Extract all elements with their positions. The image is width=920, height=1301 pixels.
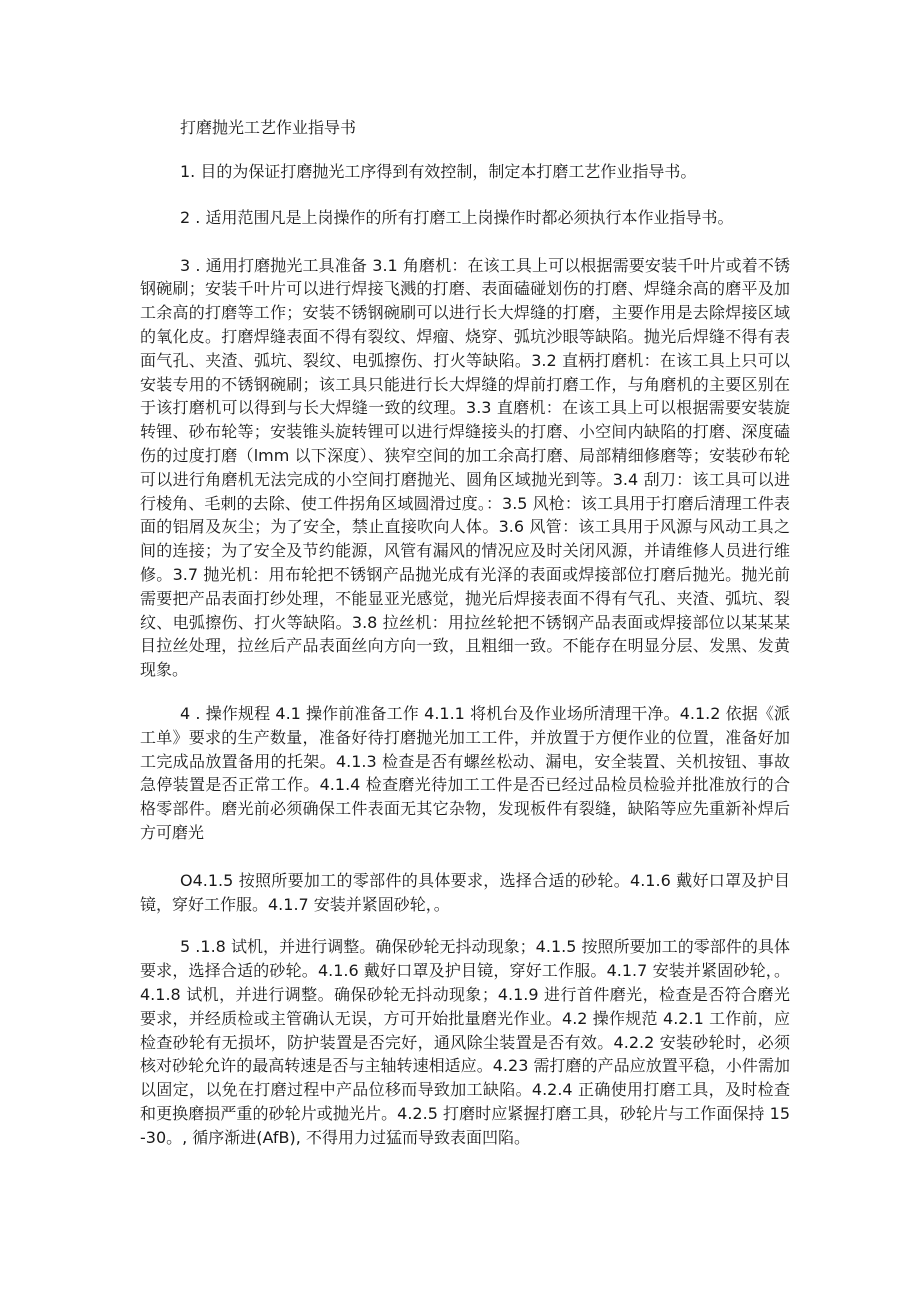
section-4-1-5-wheel: O4.1.5 按照所要加工的零部件的具体要求，选择合适的砂轮。4.1.6 戴好口罩及护目镜，穿好工作服。4.1.7 安装并紧固砂轮，。 <box>140 870 790 914</box>
section-1-purpose: 1. 目的为保证打磨抛光工序得到有效控制，制定本打磨工艺作业指导书。 <box>180 162 697 181</box>
section-3-tools: 3 . 通用打磨抛光工具准备 3.1 角磨机：在该工具上可以根据需要安装千叶片或着不锈钢碗刷；安装千叶片可以进行焊接飞溅的打磨、表面磕碰划伤的打磨、焊缝余高的磨平及加工余高的打磨等工作；安装不锈钢碗刷可以进行长大焊缝的打磨，主要作用是去除焊接区域的氧化皮。打磨焊缝表面不得有裂纹、焊瘤、烧穿、弧坑沙眼等缺陷。抛光后焊缝不得有表面气孔、夹渣、弧坑、裂纹、电弧擦伤、打火等缺陷。3.2 直柄打磨机：在该工具上只可以安装专用的不锈钢碗刷；该工具只能进行长大焊缝的焊前打磨工作，与角磨机的主要区别在于该打磨机可以得到与长大焊缝一致的纹理。3.3 直磨机：在该工具上可以根据需要安装旋转锂、砂布轮等；安装锥头旋转锂可以进行焊缝接头的打磨、小空间内缺陷的打磨、深度磕伤的过度打磨（lmm 以下深度）、狭窄空间的加工余高打磨、局部精细修磨等；安装砂布轮可以进行角磨机无法完成的小空间打磨抛光、圆角区域抛光到等。3.4 刮刀：该工具可以进行棱角、毛刺的去除、使工件拐角区域圆滑过度。：3.5 风枪：该工具用于打磨后清理工件表面的铝屑及灰尘；为了安全，禁止直接吹向人体。3.6 风管：该工具用于风源与风动工具之间的连接；为了安全及节约能源，风管有漏风的情况应及时关闭风源，并请维修人员进行维修。3.7 抛光机：用布轮把不锈钢产品抛光成有光泽的表面或焊接部位打磨后抛光。抛光前需要把产品表面打纱处理，不能显亚光感觉，抛光后焊接表面不得有气孔、夹渣、弧坑、裂纹、电弧擦伤、打火等缺陷。3.8 拉丝机：用拉丝轮把不锈钢产品表面或焊接部位以某某某目拉丝处理，拉丝后产品表面丝向方向一致，且粗细一致。不能存在明显分层、发黑、发黄现象。 <box>140 255 790 680</box>
section-2-scope: 2 . 适用范围凡是上岗操作的所有打磨工上岗操作时都必须执行本作业指导书。 <box>180 207 734 227</box>
section-4-procedure: 4 . 操作规程 4.1 操作前准备工作 4.1.1 将机台及作业场所清理干净。4.1.2 依据《派工单》要求的生产数量，准备好待打磨抛光加工工件，并放置于方便作业的位置，准备好加工完成品放置备用的托架。4.1.3 检查是否有螺丝松动、漏电，安全装置、关机按钮、事故急停装置是否正常工作。4.1.4 检查磨光待加工工件是否已经过品检员检验并批准放行的合格零部件。磨光前必须确保工件表面无其它杂物，发现板件有裂缝，缺陷等应先重新补焊后方可磨光 <box>140 703 790 842</box>
document-body <box>140 113 790 1149</box>
document-title: 打磨抛光工艺作业指导书 <box>180 118 357 137</box>
section-5-operation: 5 .1.8 试机，并进行调整。确保砂轮无抖动现象；4.1.5 按照所要加工的零部件的具体要求，选择合适的砂轮。4.1.6 戴好口罩及护目镜，穿好工作服。4.1.7 安装并紧固砂轮，。4.1.8 试机，并进行调整。确保砂轮无抖动现象；4.1.9 进行首件磨光，检查是否符合磨光要求，并经质检或主管确认无误，方可开始批量磨光作业。4.2 操作规范 4.2.1 工作前，应检查砂轮有无损坏，防护装置是否完好，通风除尘装置是否有效。4.2.2 安装砂轮时，必须核对砂轮允许的最高转速是否与主轴转速相适应。4.23 需打磨的产品应放置平稳，小件需加以固定，以免在打磨过程中产品位移而导致加工缺陷。4.2.4 正确使用打磨工具，及时检查和更换磨损严重的砂轮片或抛光片。4.2.5 打磨时应紧握打磨工具，砂轮片与工作面保持 15-30。, 循序渐进(AfB), 不得用力过猛而导致表面凹陷。 <box>140 937 790 1147</box>
